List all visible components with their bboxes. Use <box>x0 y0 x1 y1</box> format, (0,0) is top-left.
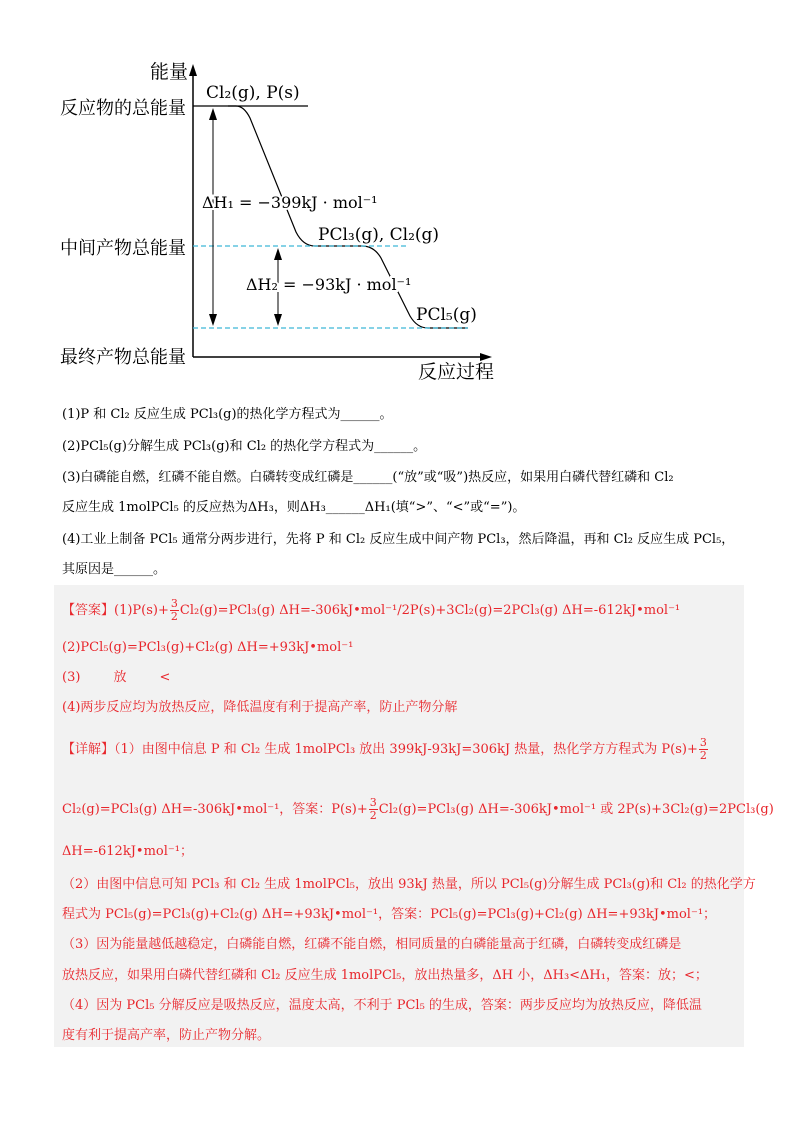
fraction-three-halves-2 <box>699 737 708 762</box>
detail-1-line-2-suffix: Cl₂(g)=PCl₃(g) ΔH=-306kJ•mol⁻¹ 或 2P(s)+3Cl₂(g)=2PCl₃(g) <box>378 802 774 817</box>
dh1-arrow-head-bottom <box>209 314 217 326</box>
question-1: (1)P 和 Cl₂ 反应生成 PCl₃(g)的热化学方程式为______。 <box>62 407 393 422</box>
fraction-three-halves <box>170 598 179 623</box>
dh2-arrow-head-bottom <box>274 314 282 326</box>
dh1-arrow-head-top <box>209 108 217 120</box>
question-3-line-1: (3)白磷能自燃，红磷不能自燃。白磷转变成红磷是______(“放”或“吸”)热反应，如果用白磷代替红磷和 Cl₂ <box>62 470 674 485</box>
detail-line-6: （3）因为能量越低越稳定，白磷能自燃，红磷不能自燃，相同质量的白磷能量高于红磷，白磷转变成红磷是 <box>62 937 682 952</box>
answer-1-suffix: Cl₂(g)=PCl₃(g) ΔH=-306kJ•mol⁻¹/2P(s)+3Cl₂(g)=2PCl₃(g) ΔH=-612kJ•mol⁻¹ <box>179 603 681 618</box>
detail-line-7: 放热反应，如果用白磷代替红磷和 Cl₂ 反应生成 1molPCl₅，放出热量多，ΔH 小，ΔH₃<ΔH₁，答案：放；<； <box>62 968 708 983</box>
detail-1-text: （1）由图中信息 P 和 Cl₂ 生成 1molPCl₃ 放出 399kJ-93kJ=306kJ 热量，热化学方方程式为 P(s)+ <box>114 742 698 757</box>
detail-line-8: （4）因为 PCl₅ 分解反应是吸热反应，温度太高，不利于 PCl₅ 的生成，答案：两步反应均为放热反应，降低温 <box>62 998 702 1013</box>
question-2: (2)PCl₅(g)分解生成 PCl₃(g)和 Cl₂ 的热化学方程式为______。 <box>62 439 427 454</box>
fraction-numerator: 3 <box>369 796 377 809</box>
detail-line-9: 度有利于提高产率，防止产物分解。 <box>62 1028 271 1043</box>
level-reactants-label: 反应物的总能量 <box>60 98 186 119</box>
y-axis-label: 能量 <box>150 61 189 83</box>
fraction-numerator: 3 <box>170 597 178 610</box>
energy-path <box>228 106 468 328</box>
answer-1-prefix: (1)P(s)+ <box>114 603 169 618</box>
species-intermediate: PCl₃(g), Cl₂(g) <box>318 225 440 245</box>
fraction-denominator: 2 <box>369 809 377 822</box>
dh1-label: ΔH₁ = −399kJ · mol⁻¹ <box>202 193 378 212</box>
detail-1-line-2-prefix: Cl₂(g)=PCl₃(g) ΔH=-306kJ•mol⁻¹，答案：P(s)+ <box>62 802 368 817</box>
question-3-line-2: 反应生成 1molPCl₅ 的反应热为ΔH₃，则ΔH₃______ΔH₁(填“>”、“<”或“=”)。 <box>62 500 526 515</box>
x-axis-label: 反应过程 <box>418 361 495 383</box>
fraction-denominator: 2 <box>699 749 707 762</box>
detail-label: 【详解】 <box>62 742 115 757</box>
detail-line-2 <box>62 797 774 822</box>
level-final-label: 最终产物总能量 <box>60 347 186 368</box>
species-reactants: Cl₂(g), P(s) <box>206 83 300 103</box>
y-axis-arrow <box>189 64 197 76</box>
detail-line-4: （2）由图中信息可知 PCl₃ 和 Cl₂ 生成 1molPCl₅，放出 93kJ 热量，所以 PCl₅(g)分解生成 PCl₃(g)和 Cl₂ 的热化学方 <box>62 877 756 892</box>
x-axis-arrow <box>480 353 492 361</box>
level-intermediate-label: 中间产物总能量 <box>60 238 186 259</box>
answer-label: 【答案】 <box>62 603 115 618</box>
fraction-numerator: 3 <box>699 736 707 749</box>
detail-line-1 <box>62 737 709 762</box>
fraction-denominator: 2 <box>170 610 178 623</box>
answer-line-1 <box>62 598 680 623</box>
energy-diagram <box>0 0 800 400</box>
question-4-line-2: 其原因是______。 <box>62 562 167 577</box>
detail-line-3: ΔH=-612kJ•mol⁻¹； <box>62 844 193 859</box>
fraction-three-halves-3 <box>369 797 378 822</box>
detail-line-5: 程式为 PCl₅(g)=PCl₃(g)+Cl₂(g) ΔH=+93kJ•mol⁻¹，答案：PCl₅(g)=PCl₃(g)+Cl₂(g) ΔH=+93kJ•mol⁻¹； <box>62 907 717 922</box>
question-4-line-1: (4)工业上制备 PCl₅ 通常分两步进行，先将 P 和 Cl₂ 反应生成中间产物 PCl₃，然后降温，再和 Cl₂ 反应生成 PCl₅， <box>62 532 735 547</box>
answer-line-3: (3) 放 < <box>62 670 171 685</box>
species-final: PCl₅(g) <box>416 305 477 325</box>
dh2-arrow-head-top <box>274 248 282 260</box>
answer-line-2: (2)PCl₅(g)=PCl₃(g)+Cl₂(g) ΔH=+93kJ•mol⁻¹ <box>62 640 354 655</box>
dh2-label: ΔH₂ = −93kJ · mol⁻¹ <box>246 275 412 294</box>
answer-line-4: (4)两步反应均为放热反应，降低温度有利于提高产率，防止产物分解 <box>62 700 458 715</box>
